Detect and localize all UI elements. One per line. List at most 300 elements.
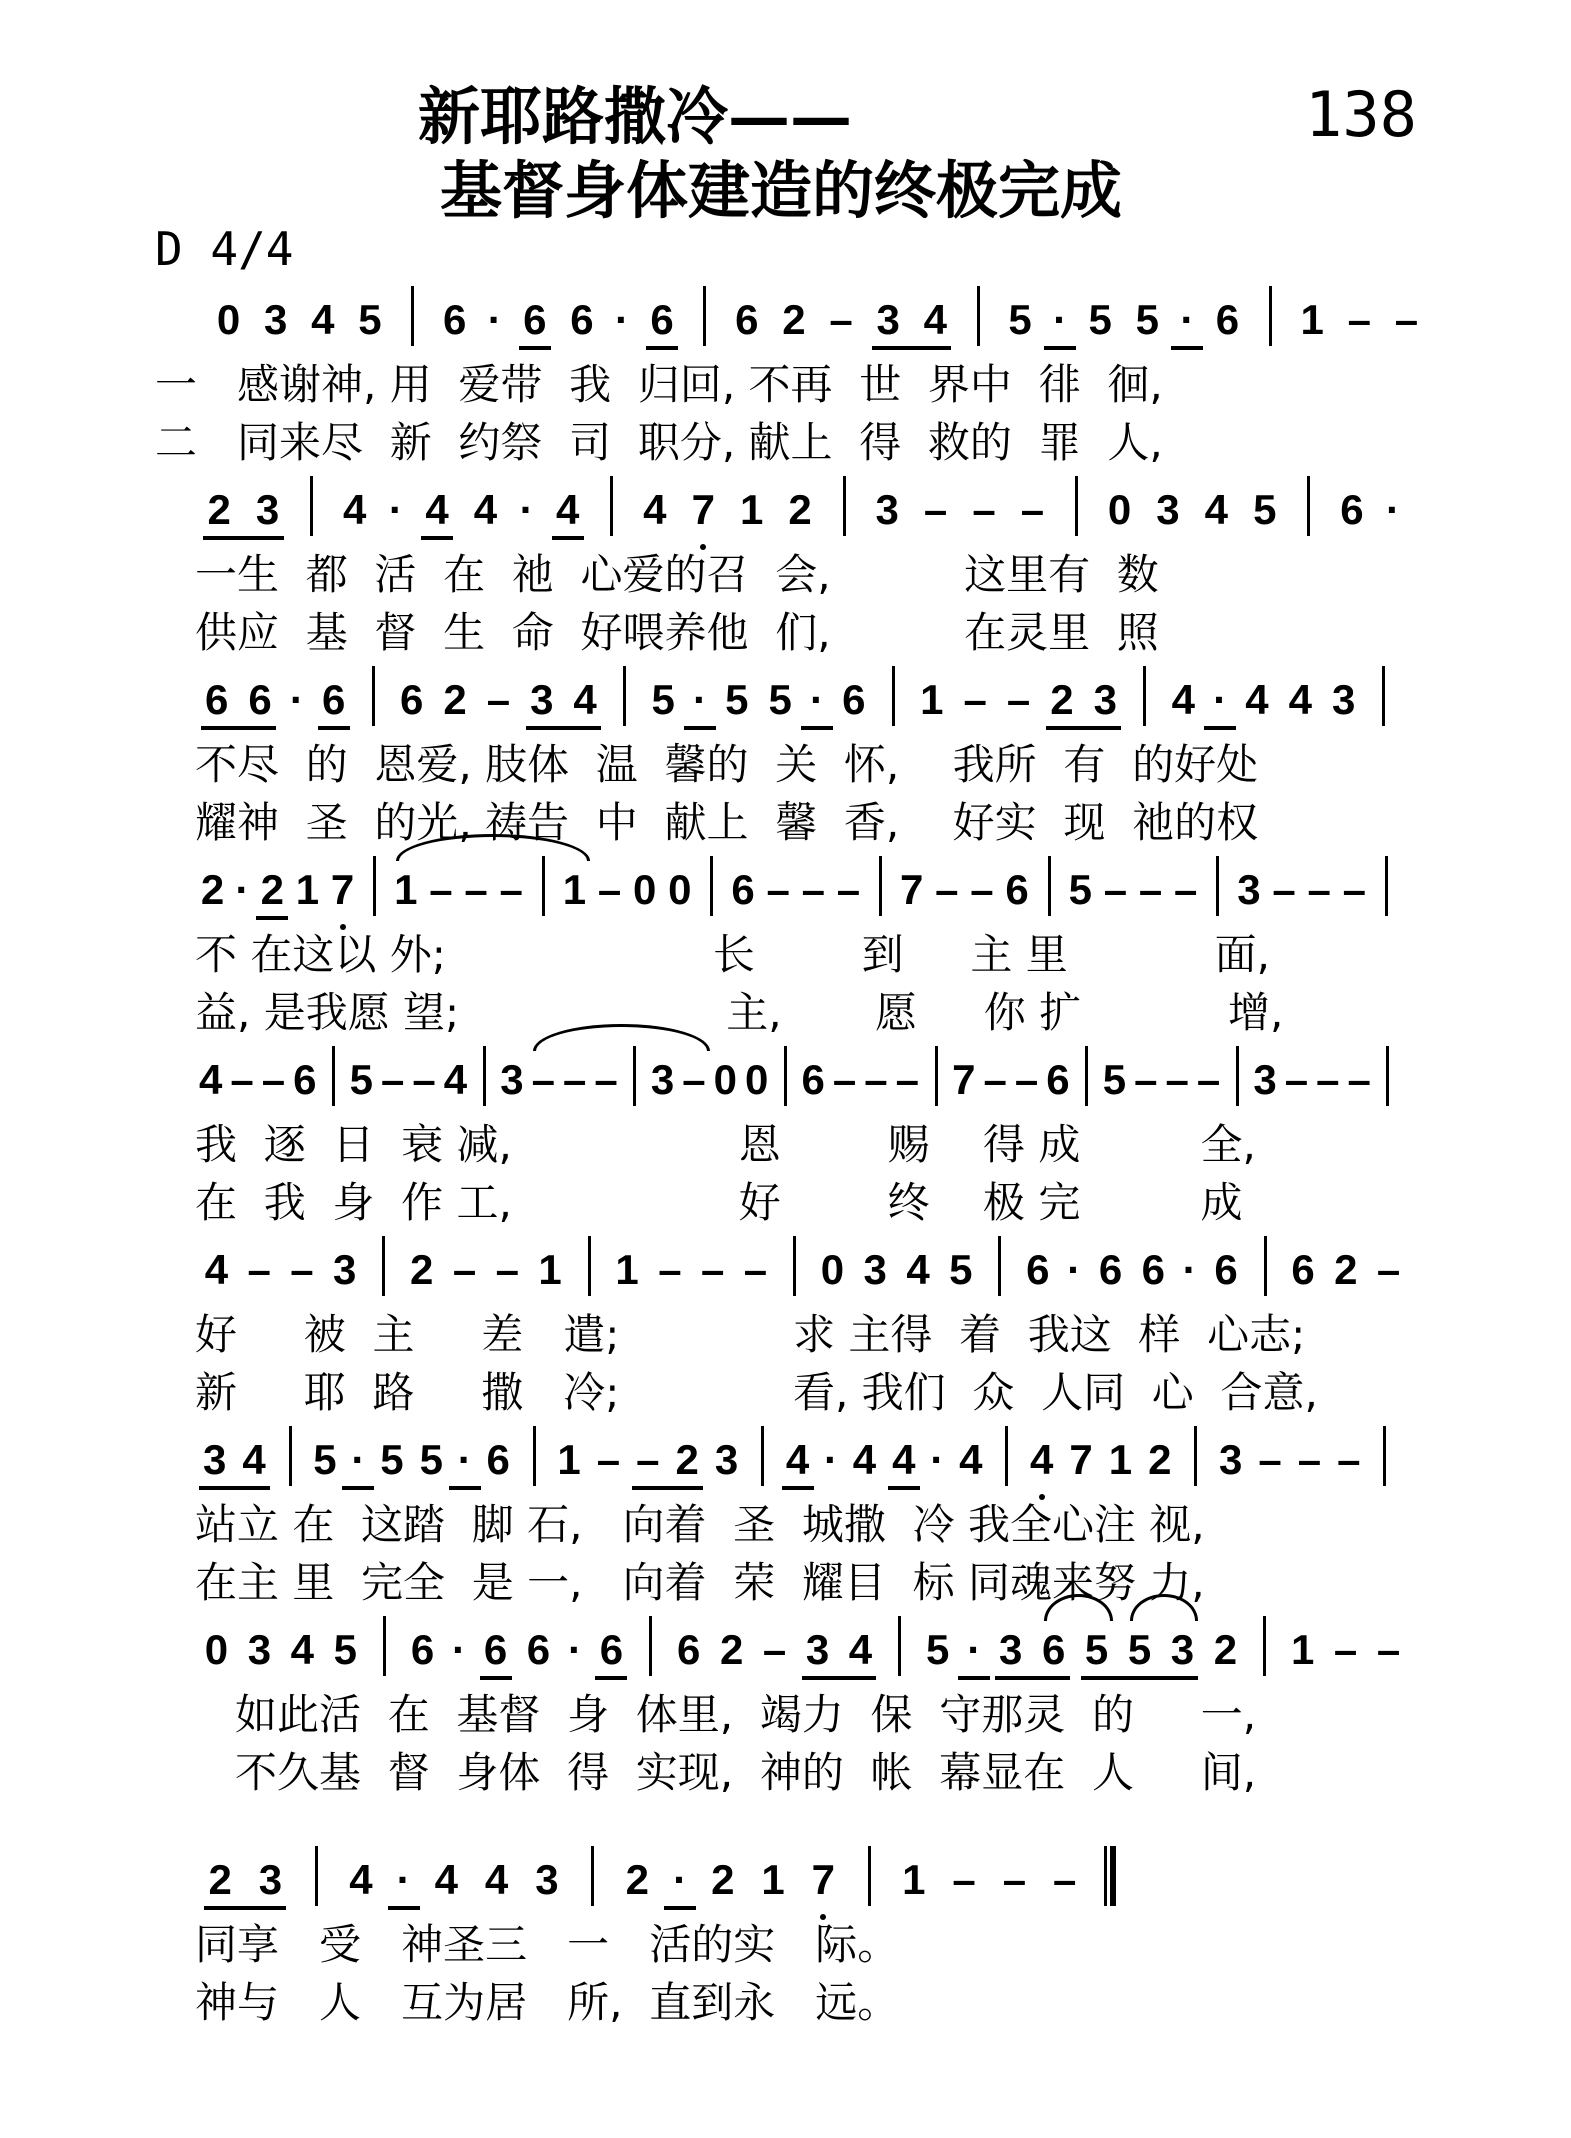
note: 6	[842, 676, 866, 723]
eighth-note-underline	[201, 726, 276, 730]
dotted-rhythm: ·	[235, 866, 250, 913]
bar-line	[879, 856, 882, 916]
lyric-text: 同享 受 神圣三 一 活的实 际。	[195, 1920, 900, 1969]
note: 2	[443, 676, 467, 723]
hold-dash: –	[1174, 866, 1198, 913]
note: 3	[1170, 1626, 1195, 1673]
note: 1	[1300, 296, 1324, 343]
note: 3	[1156, 486, 1180, 533]
hold-dash: –	[801, 866, 825, 913]
lyric-verse-2	[235, 1748, 1256, 1798]
note: 4	[923, 296, 947, 343]
note: 6	[400, 676, 424, 723]
eighth-note-underline	[449, 1486, 481, 1490]
lyric-text: 供应 基 督 生 命 好喂养他 们, 在灵里 照	[195, 608, 1159, 657]
note: 6	[1005, 866, 1029, 913]
eighth-note-underline	[782, 1486, 814, 1490]
hold-dash: –	[1103, 866, 1128, 913]
title-line-2: 基督身体建造的终极完成	[440, 154, 1123, 227]
note: 4	[785, 1436, 810, 1483]
bar-line	[332, 1046, 335, 1106]
dotted-rhythm: ·	[823, 1436, 838, 1483]
hold-dash: –	[1134, 1056, 1158, 1103]
lyric-text: 耀神 圣 的光, 祷告 中 献上 馨 香, 好实 现 祂的权	[195, 798, 1259, 847]
hold-dash: –	[1297, 1436, 1322, 1483]
dotted-rhythm: ·	[457, 1436, 472, 1483]
note: 5	[1127, 1626, 1152, 1673]
bar-line	[623, 666, 626, 726]
hold-dash: –	[972, 486, 996, 533]
note: 2	[1334, 1246, 1358, 1293]
bar-line	[591, 1846, 594, 1906]
note: 4	[242, 1436, 266, 1483]
note: 2	[200, 866, 225, 913]
note: 3	[805, 1626, 830, 1673]
lyric-verse-1	[195, 1120, 1256, 1170]
note: 5	[1008, 296, 1032, 343]
eighth-note-underline	[1081, 1676, 1199, 1680]
note: 2	[1050, 676, 1074, 723]
bar-line	[383, 1616, 386, 1676]
lyric-verse-2	[155, 418, 1163, 468]
note: 7	[899, 866, 924, 913]
verse-marker: 一	[155, 360, 198, 409]
bar-line	[1269, 286, 1272, 346]
note: 6	[1214, 1246, 1238, 1293]
note: 2	[788, 486, 812, 533]
bar-line	[1194, 1426, 1197, 1486]
eighth-note-underline	[388, 1906, 420, 1910]
bar-line	[1383, 1426, 1386, 1486]
note: 6	[677, 1626, 701, 1673]
hold-dash: –	[1020, 486, 1045, 533]
staff-line-2	[0, 480, 1571, 540]
note: 0	[745, 1056, 769, 1103]
lyric-verse-2	[195, 798, 1258, 848]
note: 1	[538, 1246, 562, 1293]
note: 6	[523, 296, 547, 343]
note: 1	[739, 486, 764, 533]
note: 4	[1204, 486, 1229, 533]
note: 0	[820, 1246, 845, 1293]
bar-line	[289, 1426, 292, 1486]
hold-dash: –	[1196, 1056, 1221, 1103]
bar-line	[793, 1236, 796, 1296]
note: 3	[1331, 676, 1356, 723]
note: 4	[1245, 676, 1269, 723]
eighth-note-underline	[888, 1486, 920, 1490]
note: 3	[247, 1626, 272, 1673]
note: 7	[691, 486, 715, 533]
hold-dash: –	[1333, 1626, 1358, 1673]
hold-dash: –	[1138, 866, 1163, 913]
hold-dash: –	[836, 866, 861, 913]
note: 6	[483, 1626, 508, 1673]
hold-dash: –	[486, 676, 511, 723]
bar-line	[1264, 1236, 1267, 1296]
hold-dash: –	[1002, 1856, 1027, 1903]
note: 0	[216, 296, 241, 343]
lyric-text: 不 在这以 外; 长 到 主 里 面,	[195, 930, 1270, 979]
hold-dash: –	[895, 1056, 919, 1103]
note: 2	[410, 1246, 434, 1293]
hold-dash: –	[1376, 1626, 1401, 1673]
note: 5	[358, 296, 382, 343]
eighth-note-underline	[801, 726, 833, 730]
bar-line	[761, 1426, 764, 1486]
eighth-note-underline	[256, 916, 288, 920]
hold-dash: –	[983, 1056, 1007, 1103]
note: 4	[643, 486, 667, 533]
hold-dash: –	[923, 486, 948, 533]
dotted-rhythm: ·	[1213, 676, 1228, 723]
lyric-verse-1	[195, 740, 1258, 790]
hold-dash: –	[429, 866, 453, 913]
staff-line-5	[0, 1050, 1571, 1110]
note: 4	[343, 486, 367, 533]
note: 3	[1237, 866, 1261, 913]
note: 3	[876, 296, 900, 343]
note: 2	[711, 1856, 735, 1903]
eighth-note-underline	[872, 346, 951, 350]
bar-line	[533, 1426, 536, 1486]
note: 6	[1046, 1056, 1070, 1103]
hold-dash: –	[700, 1246, 725, 1293]
dotted-rhythm: ·	[692, 676, 707, 723]
hold-dash: –	[563, 1056, 587, 1103]
bar-line	[784, 1046, 787, 1106]
hold-dash: –	[1258, 1436, 1282, 1483]
note: 4	[199, 1056, 223, 1103]
hold-dash: –	[1014, 1056, 1039, 1103]
lyric-verse-1	[195, 930, 1270, 980]
eighth-note-underline	[595, 1676, 627, 1680]
lyric-text: 同来尽 新 约祭 司 职分, 献上 得 救的 罪 人,	[237, 418, 1163, 467]
note: 0	[1107, 486, 1132, 533]
lyric-text: 益, 是我愿 望; 主, 愿 你 扩 增,	[195, 988, 1284, 1037]
note: 5	[380, 1436, 404, 1483]
note: 6	[599, 1626, 624, 1673]
lyric-text: 我 逐 日 衰 减, 恩 赐 得 成 全,	[195, 1120, 1256, 1169]
note: 0	[668, 866, 692, 913]
note: 6	[443, 296, 467, 343]
dotted-rhythm: ·	[487, 296, 502, 343]
note: 1	[295, 866, 320, 913]
staff-line-1	[0, 290, 1571, 350]
lyric-verse-1	[155, 360, 1163, 410]
note: 4	[556, 486, 580, 533]
note: 5	[1102, 1056, 1127, 1103]
note: 6	[731, 866, 755, 913]
note: 3	[258, 1856, 283, 1903]
hold-dash: –	[1316, 1056, 1340, 1103]
note: 5	[419, 1436, 443, 1483]
hold-dash: –	[1307, 866, 1331, 913]
note: 4	[290, 1626, 314, 1673]
note: 1	[902, 1856, 926, 1903]
eighth-note-underline	[204, 1906, 286, 1910]
dotted-rhythm: ·	[1386, 486, 1401, 533]
hold-dash: –	[1052, 1856, 1077, 1903]
eighth-note-underline	[684, 726, 716, 730]
bar-line	[935, 1046, 938, 1106]
hold-dash: –	[1165, 1056, 1189, 1103]
hold-dash: –	[531, 1056, 555, 1103]
eighth-note-underline	[995, 1676, 1070, 1680]
note: 5	[768, 676, 792, 723]
note: 3	[1218, 1436, 1243, 1483]
verse-marker: 二	[155, 418, 198, 467]
note: 0	[632, 866, 657, 913]
hold-dash: –	[970, 866, 994, 913]
note: 6	[1026, 1246, 1050, 1293]
note: 0	[204, 1626, 229, 1673]
lyric-verse-2	[195, 1178, 1242, 1228]
hold-dash: –	[495, 1246, 519, 1293]
bar-line	[1236, 1046, 1239, 1106]
note: 5	[333, 1626, 357, 1673]
hold-dash: –	[1284, 1056, 1309, 1103]
eighth-note-underline	[802, 1676, 877, 1680]
bar-line	[649, 1616, 652, 1676]
dotted-rhythm: ·	[673, 1856, 688, 1903]
lyric-text: 不久基 督 身体 得 实现, 神的 帐 幕显在 人 间,	[235, 1748, 1257, 1797]
note: 6	[1215, 296, 1240, 343]
hold-dash: –	[1272, 866, 1296, 913]
hold-dash: –	[464, 866, 488, 913]
note: 4	[1171, 676, 1195, 723]
dotted-rhythm: ·	[930, 1436, 945, 1483]
lyric-verse-1	[235, 1690, 1256, 1740]
note: 3	[203, 1436, 227, 1483]
bar-line	[892, 666, 895, 726]
eighth-note-underline	[421, 536, 453, 540]
note: 3	[500, 1056, 524, 1103]
bar-line	[868, 1846, 871, 1906]
note: 5	[349, 1056, 373, 1103]
eighth-note-underline	[1204, 726, 1236, 730]
hold-dash: –	[1337, 1436, 1361, 1483]
bar-line	[483, 1046, 486, 1106]
note: 4	[1029, 1436, 1054, 1483]
bar-line	[1143, 666, 1146, 726]
final-bar-line	[1104, 1846, 1116, 1906]
bar-line	[1048, 856, 1051, 916]
hold-dash: –	[766, 866, 790, 913]
lyric-text: 在主 里 完全 是 一, 向着 荣 耀目 标 同魂来努 力,	[195, 1558, 1205, 1607]
note: 2	[260, 866, 284, 913]
staff-line-7	[0, 1430, 1571, 1490]
note: 7	[1069, 1436, 1093, 1483]
note: 3	[333, 1246, 357, 1293]
bar-line	[373, 856, 376, 916]
note: 6	[801, 1056, 825, 1103]
hold-dash: –	[658, 1246, 682, 1293]
note: 2	[1148, 1436, 1172, 1483]
hold-dash: –	[1394, 296, 1419, 343]
hold-dash: –	[1006, 676, 1031, 723]
bar-line	[843, 476, 846, 536]
hymn-number: 138	[1305, 78, 1417, 151]
hold-dash: –	[230, 1056, 254, 1103]
note: 5	[1253, 486, 1277, 533]
eighth-note-underline	[1044, 346, 1076, 350]
note: 2	[719, 1626, 744, 1673]
note: 4	[1288, 676, 1312, 723]
note: 6	[1041, 1626, 1066, 1673]
dotted-rhythm: ·	[1053, 296, 1068, 343]
dotted-rhythm: ·	[567, 1626, 582, 1673]
bar-line	[1385, 856, 1388, 916]
lyric-verse-1	[195, 1310, 1305, 1360]
note: 2	[782, 296, 806, 343]
hold-dash: –	[1347, 296, 1371, 343]
note: 1	[557, 1436, 581, 1483]
note: 1	[920, 676, 944, 723]
bar-line	[542, 856, 545, 916]
hold-dash: –	[829, 296, 853, 343]
eighth-note-underline	[480, 1676, 512, 1680]
dotted-rhythm: ·	[967, 1626, 982, 1673]
bar-line	[1075, 476, 1078, 536]
lyric-verse-1	[195, 550, 1159, 600]
lyric-verse-1	[195, 1920, 899, 1970]
hold-dash: –	[682, 1056, 706, 1103]
note: 6	[1340, 486, 1364, 533]
note: 4	[573, 676, 597, 723]
note: 1	[394, 866, 418, 913]
bar-line	[382, 1236, 385, 1296]
hold-dash: –	[864, 1056, 888, 1103]
dotted-rhythm: ·	[1067, 1246, 1082, 1293]
bar-line	[310, 476, 313, 536]
staff-line-4	[0, 860, 1571, 920]
note: 6	[1141, 1246, 1165, 1293]
note: 5	[651, 676, 675, 723]
hold-dash: –	[412, 1056, 436, 1103]
lyric-text: 如此活 在 基督 身 体里, 竭力 保 守那灵 的 一,	[235, 1690, 1257, 1739]
note: 3	[875, 486, 899, 533]
note: 4	[434, 1856, 459, 1903]
note: 4	[473, 486, 498, 533]
note: 2	[207, 486, 231, 533]
bar-line	[703, 286, 706, 346]
dotted-rhythm: ·	[1182, 1246, 1197, 1293]
title-line-1: 新耶路撒冷——	[418, 80, 853, 153]
dotted-rhythm: ·	[388, 486, 403, 533]
note: 1	[562, 866, 587, 913]
hold-dash: –	[935, 866, 959, 913]
note: 3	[863, 1246, 887, 1293]
note: 4	[892, 1436, 916, 1483]
bar-line	[977, 286, 980, 346]
lyric-text: 好 被 主 差 遣; 求 主得 着 我这 样 心志;	[195, 1310, 1306, 1359]
note: 3	[999, 1626, 1023, 1673]
hold-dash: –	[636, 1436, 660, 1483]
hold-dash: –	[952, 1856, 976, 1903]
bar-line	[1085, 1046, 1088, 1106]
dotted-rhythm: ·	[452, 1626, 467, 1673]
note: 6	[248, 676, 272, 723]
note: 1	[1290, 1626, 1315, 1673]
bar-line	[1382, 666, 1385, 726]
note: 5	[1068, 866, 1092, 913]
note: 5	[313, 1436, 337, 1483]
note: 1	[615, 1246, 639, 1293]
bar-line	[633, 1046, 636, 1106]
eighth-note-underline	[632, 1486, 703, 1490]
note: 4	[484, 1856, 509, 1903]
lyric-verse-2	[195, 1978, 899, 2028]
dotted-rhythm: ·	[289, 676, 304, 723]
note: 4	[425, 486, 449, 533]
bar-line	[898, 1616, 901, 1676]
eighth-note-underline	[342, 1486, 374, 1490]
hold-dash: –	[596, 1436, 621, 1483]
note: 5	[1088, 296, 1112, 343]
bar-line	[1386, 1046, 1389, 1106]
dotted-rhythm: ·	[614, 296, 629, 343]
note: 4	[204, 1246, 229, 1293]
note: 7	[330, 866, 355, 913]
eighth-note-underline	[646, 346, 678, 350]
bar-line	[610, 476, 613, 536]
eighth-note-underline	[1171, 346, 1203, 350]
note: 6	[735, 296, 759, 343]
key-signature: D 4/4	[155, 222, 294, 276]
bar-line	[710, 856, 713, 916]
bar-line	[372, 666, 375, 726]
bar-line	[998, 1236, 1001, 1296]
note: 7	[811, 1856, 836, 1903]
note: 6	[410, 1626, 435, 1673]
note: 2	[625, 1856, 650, 1903]
bar-line	[1216, 856, 1219, 916]
lyric-text: 一生 都 活 在 祂 心爱的召 会, 这里有 数	[195, 550, 1159, 599]
note: 5	[949, 1246, 973, 1293]
note: 4	[443, 1056, 468, 1103]
lyric-text: 新 耶 路 撒 冷; 看, 我们 众 人同 心 合意,	[195, 1368, 1318, 1417]
hold-dash: –	[381, 1056, 405, 1103]
eighth-note-underline	[203, 536, 283, 540]
eighth-note-underline	[1046, 726, 1121, 730]
eighth-note-underline	[519, 346, 551, 350]
hold-dash: –	[1347, 1056, 1371, 1103]
note: 4	[852, 1436, 877, 1483]
note: 3	[263, 296, 288, 343]
note: 6	[293, 1056, 317, 1103]
note: 5	[1084, 1626, 1109, 1673]
bar-line	[1307, 476, 1310, 536]
lyric-text: 不尽 的 恩爱, 肢体 温 馨的 关 怀, 我所 有 的好处	[195, 740, 1259, 789]
note: 4	[906, 1246, 930, 1293]
note: 1	[761, 1856, 785, 1903]
note: 3	[530, 676, 554, 723]
staff-line-6	[0, 1240, 1571, 1300]
note: 3	[650, 1056, 675, 1103]
eighth-note-underline	[958, 1676, 990, 1680]
note: 6	[322, 676, 346, 723]
lyric-verse-1	[195, 1500, 1205, 1550]
hold-dash: –	[594, 1056, 618, 1103]
note: 5	[926, 1626, 950, 1673]
bar-line	[315, 1846, 318, 1906]
staff-line-9	[0, 1850, 1571, 1910]
note: 4	[959, 1436, 983, 1483]
hold-dash: –	[290, 1246, 314, 1293]
note: 4	[311, 296, 335, 343]
bar-line	[411, 286, 414, 346]
